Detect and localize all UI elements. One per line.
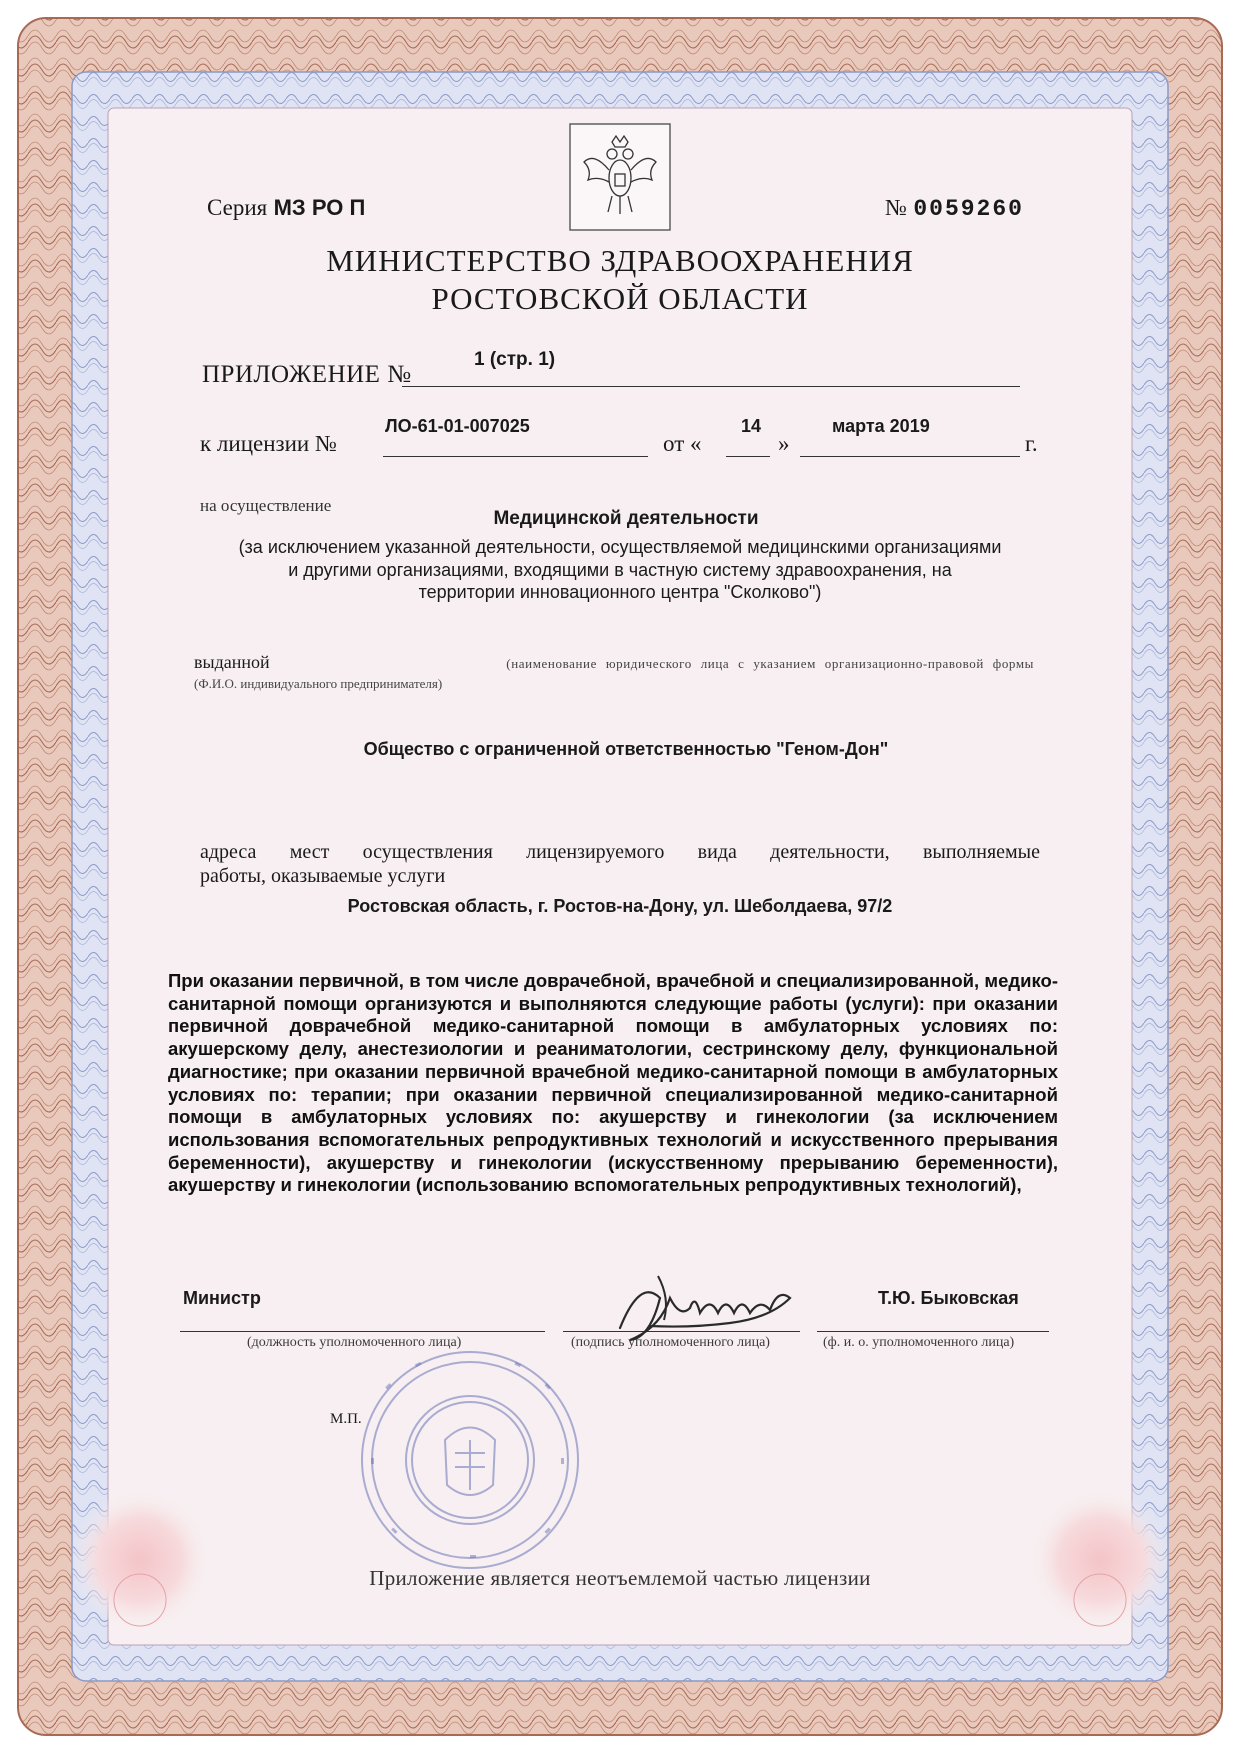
handwritten-signature-image: [600, 1268, 800, 1348]
position-hint: (должность уполномоченного лица): [247, 1335, 462, 1350]
addresses-label-line1: адреса мест осуществления лицензируемого вида деятельности, выполняемые: [200, 841, 1040, 863]
official-seal-image: [355, 1345, 585, 1575]
license-number: ЛО-61-01-007025: [385, 416, 530, 436]
organization-name: Общество с ограниченной ответственностью "Геном-Дон": [363, 739, 889, 759]
series-label: Серия: [207, 195, 268, 220]
appendix-value: 1 (стр. 1): [474, 349, 556, 370]
issuer-line2: РОСТОВСКОЙ ОБЛАСТИ: [431, 281, 809, 316]
signatory-name: Т.Ю. Быковская: [878, 1288, 1019, 1308]
number-sign: №: [885, 195, 907, 220]
signature-hint: (подпись уполномоченного лица): [571, 1335, 770, 1350]
addresses-label-line2: работы, оказываемые услуги: [200, 865, 446, 887]
date-month-underline: [800, 456, 1020, 457]
issued-to-hint-line2: (Ф.И.О. индивидуального предпринимателя): [194, 676, 443, 691]
stamp-place-label: М.П.: [330, 1411, 362, 1427]
appendix-label: ПРИЛОЖЕНИЕ №: [202, 361, 412, 388]
works-and-services-text: При оказании первичной, в том числе доврачебной, врачебной и специализированной, медико-санитарной помощи организуются и выполняются следующие работы (услуги): при оказании первичной доврачебной медико-санитарной помощи в амбулаторных условиях по: акушерскому делу, анестезиологии и реаниматологии, сестринскому делу, функциональной диагностике; при оказании первичной врачебной медико-санитарной помощи в амбулаторных условиях по: терапии; при оказании первичной специализированной медико-санитарной помощи в амбулаторных условиях по: акушерству и гинекологии (за исключением использования вспомогательных репродуктивных технологий и искусственного прерывания беременности), акушерству и гинекологии (искусственному прерыванию беременности), акушерству и гинекологии (использованию вспомогательных репродуктивных технологий),: [168, 970, 1058, 1196]
footer-note: Приложение является неотъемлемой частью лицензии: [369, 1566, 871, 1590]
activity-description: [150, 536, 1090, 604]
signatory-position: Министр: [183, 1288, 261, 1308]
license-label: к лицензии №: [200, 431, 337, 456]
activity-description-line: и другими организациями, входящими в частную систему здравоохранения, на: [288, 559, 952, 580]
activity-label: на осуществление: [200, 496, 332, 515]
series-line: [207, 194, 365, 221]
activity-description-line: (за исключением указанной деятельности, осуществляемой медицинскими организациями: [238, 537, 1002, 557]
date-close-quote: »: [778, 431, 790, 456]
series-value: МЗ РО П: [273, 195, 366, 220]
year-suffix: г.: [1025, 431, 1038, 456]
date-month-year: марта 2019: [832, 416, 930, 436]
address-value: Ростовская область, г. Ростов-на-Дону, ул. Шеболдаева, 97/2: [347, 896, 893, 916]
position-underline: [180, 1331, 545, 1332]
issued-to-block: [194, 652, 1034, 692]
date-day: 14: [741, 416, 762, 436]
name-underline: [817, 1331, 1049, 1332]
name-hint: (ф. и. о. уполномоченного лица): [823, 1335, 1015, 1350]
appendix-underline: [402, 386, 1020, 387]
issued-to-hint-line1: (наименование юридического лица с указанием организационно-правовой формы: [506, 656, 1034, 671]
activity-description-line: территории инновационного центра "Сколково"): [418, 582, 822, 602]
coat-of-arms-icon: [568, 122, 672, 232]
activity-title: Медицинской деятельности: [493, 508, 759, 529]
date-day-underline: [726, 456, 770, 457]
issuer-line1: МИНИСТЕРСТВО ЗДРАВООХРАНЕНИЯ: [326, 243, 914, 278]
form-number-line: [885, 194, 1024, 222]
form-number-value: 0059260: [913, 196, 1024, 222]
license-number-underline: [383, 456, 648, 457]
issued-to-label: выданной: [194, 652, 270, 672]
date-from-label: от «: [663, 431, 702, 456]
